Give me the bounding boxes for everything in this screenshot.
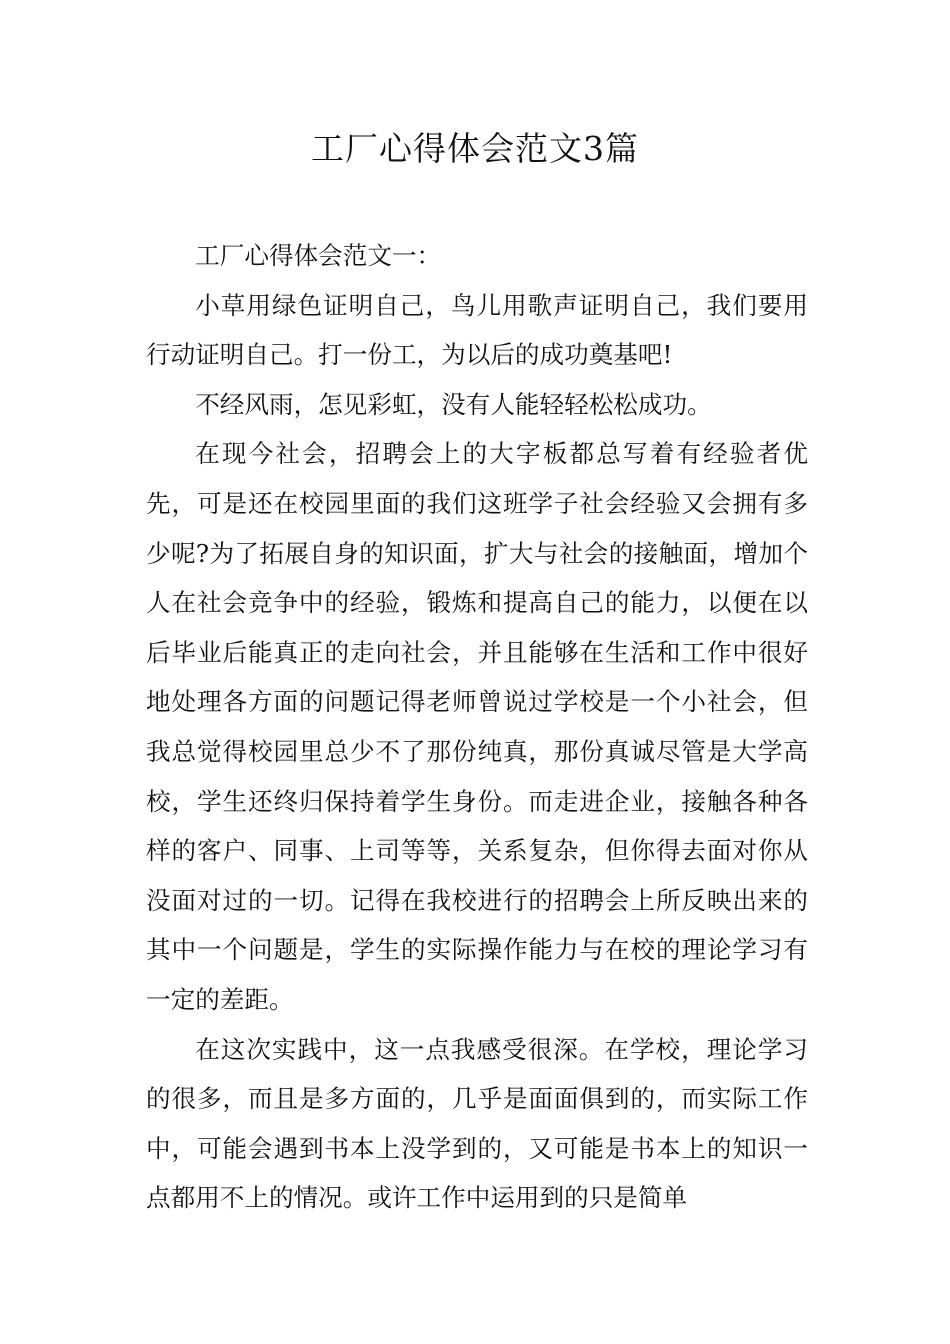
paragraph: 小草用绿色证明自己，鸟儿用歌声证明自己，我们要用行动证明自己。打一份工，为以后的成功奠基吧!	[146, 290, 808, 370]
paragraph-subheading: 工厂心得体会范文一：	[195, 241, 442, 270]
paragraph: 在这次实践中，这一点我感受很深。在学校，理论学习的很多，而且是多方面的，几乎是面面俱到的，而实际工作中，可能会遇到书本上没学到的，又可能是书本上的知识一点都用不上的情况。或许工作中运用到的只是简单	[146, 1034, 808, 1213]
document-body	[146, 231, 808, 1223]
document-title: 工厂心得体会范文3篇	[311, 129, 639, 168]
paragraph: 不经风雨，怎见彩虹，没有人能轻轻松松成功。	[195, 389, 712, 419]
paragraph: 在现今社会，招聘会上的大字板都总写着有经验者优先，可是还在校园里面的我们这班学子社会经验又会拥有多少呢?为了拓展自身的知识面，扩大与社会的接触面，增加个人在社会竞争中的经验，锻炼和提高自己的能力，以便在以后毕业后能真正的走向社会，并且能够在生活和工作中很好地处理各方面的问题记得老师曾说过学校是一个小社会，但我总觉得校园里总少不了那份纯真，那份真诚尽管是大学高校，学生还终归保持着学生身份。而走进企业，接触各种各样的客户、同事、上司等等，关系复杂，但你得去面对你从没面对过的一切。记得在我校进行的招聘会上所反映出来的其中一个问题是，学生的实际操作能力与在校的理论学习有一定的差距。	[146, 439, 808, 1014]
